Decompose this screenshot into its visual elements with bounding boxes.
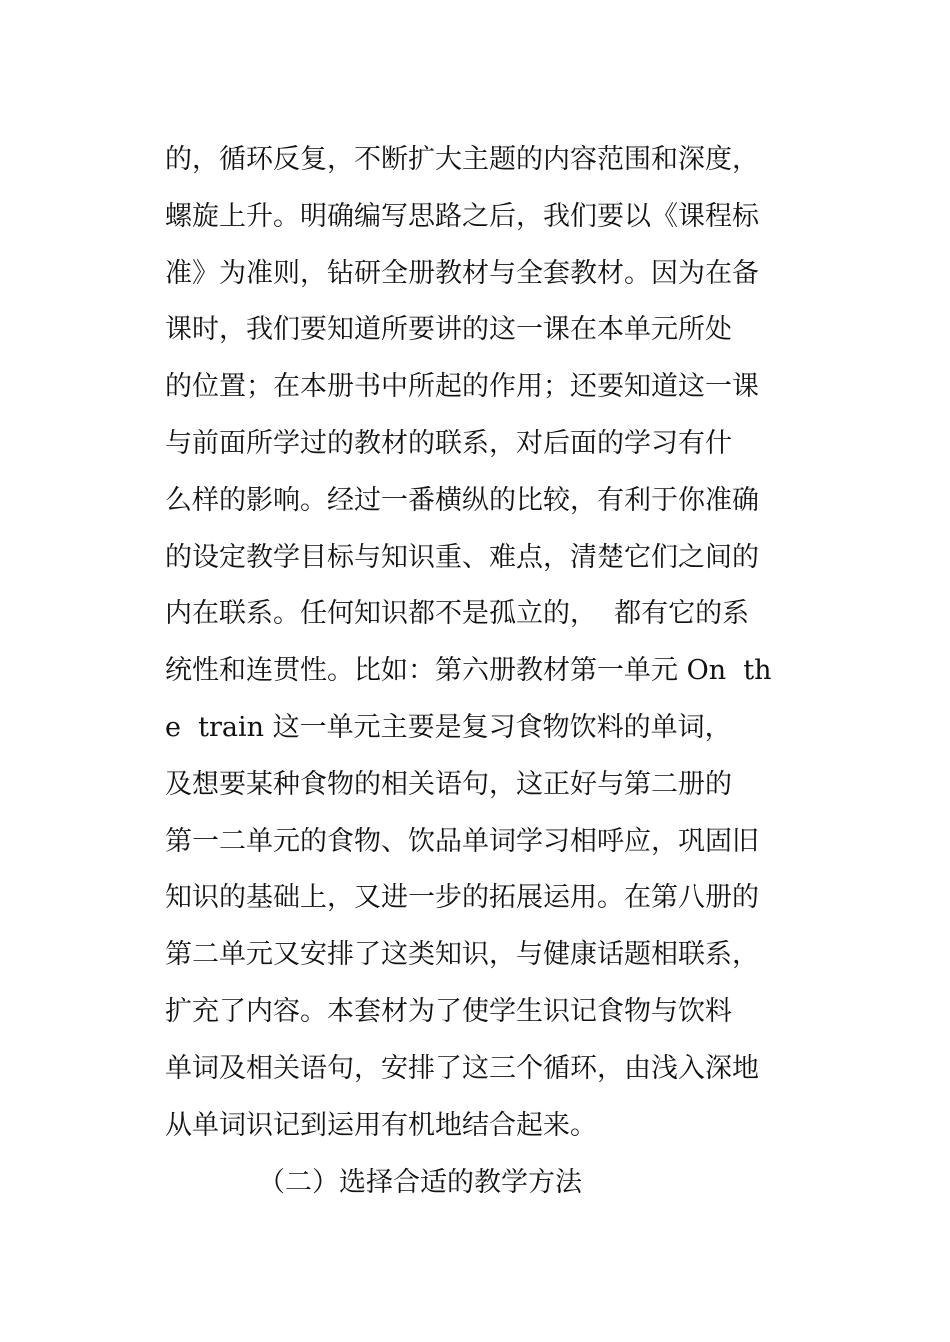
paragraph-line: 第二单元又安排了这类知识，与健康话题相联系， [165, 939, 759, 971]
paragraph-line: 么样的影响。经过一番横纵的比较，有利于你准确 [165, 484, 759, 516]
paragraph-line: 的设定教学目标与知识重、难点，清楚它们之间的 [165, 541, 759, 573]
paragraph-line: 从单词识记到运用有机地结合起来。 [165, 1109, 597, 1141]
paragraph-line: e train 这一单元主要是复习食物饮料的单词， [165, 711, 732, 743]
paragraph-line: 知识的基础上，又进一步的拓展运用。在第八册的 [165, 882, 759, 914]
paragraph-line: 课时，我们要知道所要讲的这一课在本单元所处 [165, 314, 732, 346]
paragraph-line: 扩充了内容。本套材为了使学生识记食物与饮料 [165, 995, 732, 1027]
body-paragraph [165, 132, 795, 1154]
paragraph-line: 与前面所学过的教材的联系，对后面的学习有什 [165, 427, 732, 459]
paragraph-line: 统性和连贯性。比如：第六册教材第一单元 On th [165, 655, 772, 687]
paragraph-line: 螺旋上升。明确编写思路之后，我们要以《课程标 [165, 200, 759, 232]
paragraph-line: 准》为准则，钻研全册教材与全套教材。因为在备 [165, 257, 759, 289]
paragraph-line: 的位置；在本册书中所起的作用；还要知道这一课 [165, 371, 759, 403]
paragraph-line: 内在联系。任何知识都不是孤立的， 都有它的系 [165, 598, 750, 630]
paragraph-line: 第一二单元的食物、饮品单词学习相呼应，巩固旧 [165, 825, 759, 857]
paragraph-line: 单词及相关语句，安排了这三个循环，由浅入深地 [165, 1052, 759, 1084]
section-heading: （二）选择合适的教学方法 [258, 1167, 582, 1198]
paragraph-line: 的，循环反复，不断扩大主题的内容范围和深度， [165, 144, 759, 175]
paragraph-line: 及想要某种食物的相关语句，这正好与第二册的 [165, 768, 732, 800]
